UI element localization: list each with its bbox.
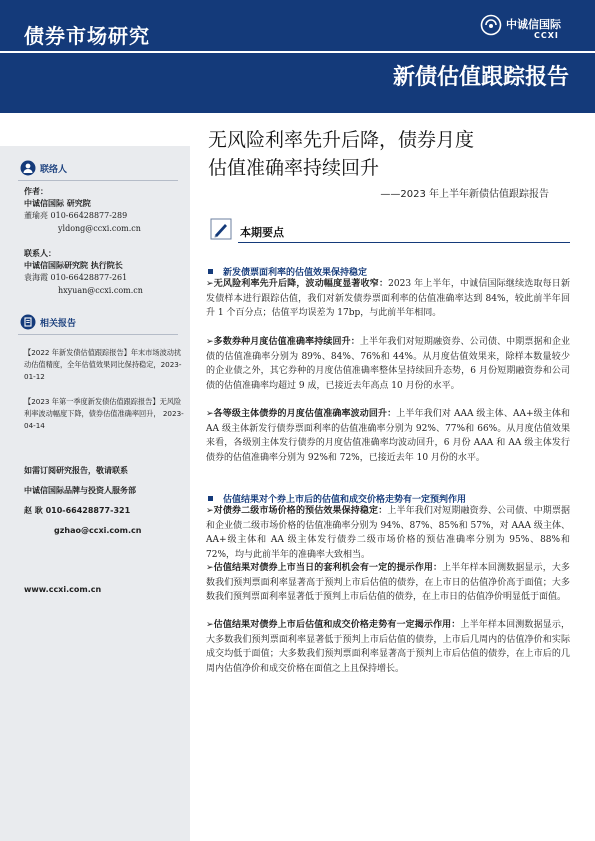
key-point-bold: 多数券种月度估值准确率持续回升： <box>213 337 360 347</box>
key-point-bold: 估值结果对债券上市后估值和成交价格走势有一定揭示作用： <box>213 620 461 630</box>
key-point-text: 2023 年上半年，中诚信国际继续选取每日新发债样本进行跟踪估值，我们对新发债券票面利率的估值准确率达到 84%，较此前半年回升 1 个百分点；估值平均误差为 17bp，与此前半年相同。 <box>206 279 570 318</box>
heading-text: 估值结果对个券上市后的估值和成交价格走势有一定预判作用 <box>223 495 467 505</box>
key-point-bold: 估值结果对债券上市当日的套利机会有一定的提示作用： <box>213 563 443 573</box>
report-title <box>208 126 474 182</box>
service-email[interactable]: gzhao@ccxi.com.cn <box>54 526 142 535</box>
key-point-paragraph <box>206 504 570 562</box>
page-header <box>0 0 595 113</box>
sidebar-divider <box>18 180 178 181</box>
key-point-paragraph <box>206 561 570 605</box>
authors-label: 作者： <box>24 187 48 196</box>
key-point-text: 上半年我们对短期融资券、公司债、中期票据和企业债的估值准确率分别为 89%、84%、76%和 44%。从月度估值效果来，除样本数量较少的企业债之外，其它券种的月度估值准确率整体呈持续回升态势，6 月份短期融资券和公司债的估值准确率均超过 9 成，已接近去年高点 10 月份的水平。 <box>206 337 570 391</box>
key-point-paragraph <box>206 335 570 393</box>
subscribe-line: 如需订阅研究报告，敬请联系 <box>24 466 128 475</box>
bullet-square-icon <box>208 496 213 501</box>
sidebar-divider <box>18 334 178 335</box>
key-point-text: 上半年我们对 AAA 级主体、AA+级主体和 AA 级主体新发行债券票面利率的估值准确率分别为 92%、77%和 66%。从月度估值效果来看，各级别主体发行债券的月度估值准确率均波动回升，6 月份 AAA 和 AA 级主体发行债券的估值准确率分别为 92%和 72%，已接近去年 10 月份的水平。 <box>206 409 570 463</box>
key-point-paragraph <box>206 618 570 676</box>
research-category: 债券市场研究 <box>24 24 150 48</box>
heading-text: 新发债票面利率的估值效果保持稳定 <box>223 268 368 278</box>
title-line-2: 估值准确率持续回升 <box>208 157 380 179</box>
author-name-phone: 董瑜亮 010-66428877-289 <box>24 211 128 220</box>
section-rule <box>238 242 570 243</box>
contact-name-phone: 袁海霞 010-66428877-261 <box>24 273 128 282</box>
contact-org: 中诚信国际研究院 执行院长 <box>24 261 123 270</box>
key-point-text: 上半年我们对短期融资券、公司债、中期票据和企业债二级市场价格的估值准确率分别为 94%、87%、85%和 57%，对 AAA 级主体、AA+级主体和 AA 级主体发行债券二级市场价格的预估准确率分别为 95%、88%和 72%，均与此前半年的准确率大致相当。 <box>206 506 570 560</box>
contact-person-icon <box>20 160 36 176</box>
key-point-bold: 无风险利率先升后降，波动幅度显著收窄： <box>213 279 389 289</box>
key-point-text: 上半年样本回测数据显示，大多数我们预判票面利率显著低于预判上市后估值的债券，上市后几周内的估值净价和实际成交均低于面值；大多数我们预判票面利率显著高于预判上市后估值的债券，在上市后的几周内估值净价和成交价格在面值之上且保持增长。 <box>206 620 570 674</box>
related-reports-header <box>20 312 76 332</box>
key-point-text: 上半年样本回测数据显示，大多数我们预判票面利率显著高于预判上市后估值的债券，在上市日的估值净价高于面值；大多数我们预判票面利率显著低于预判上市后估值的债券，在上市日的估值净价明显低于面值。 <box>206 563 570 602</box>
arrow-bullet-icon: ➢ <box>206 279 214 289</box>
sidebar <box>0 146 190 841</box>
summary-label: 本期要点 <box>240 226 284 239</box>
logo-mark-icon <box>480 14 502 36</box>
header-divider <box>0 51 595 53</box>
logo-abbr: CCXI <box>534 31 559 40</box>
title-line-1: 无风险利率先升后降，债券月度 <box>208 129 475 151</box>
related-report-link[interactable]: 【2022 年新发债估值跟踪报告】年末市场波动扰动估值精度，全年估值效果同比保持稳定，2023-01-12 <box>24 348 182 381</box>
logo-name: 中诚信国际 <box>506 18 561 31</box>
arrow-bullet-icon: ➢ <box>206 337 214 347</box>
arrow-bullet-icon: ➢ <box>206 563 214 573</box>
website-link[interactable]: www.ccxi.com.cn <box>24 585 102 594</box>
key-point-paragraph <box>206 277 570 321</box>
arrow-bullet-icon: ➢ <box>206 620 214 630</box>
related-reports-label: 相关报告 <box>40 318 77 329</box>
bullet-square-icon <box>208 269 213 274</box>
authors-org: 中诚信国际 研究院 <box>24 199 91 208</box>
key-point-paragraph <box>206 407 570 465</box>
contacts-header <box>20 158 67 178</box>
report-type-title: 新债估值跟踪报告 <box>392 65 569 90</box>
company-logo <box>462 12 582 42</box>
document-icon <box>20 314 36 330</box>
contact-label: 联系人： <box>24 249 56 258</box>
key-point-bold: 对债券二级市场价格的预估效果保持稳定： <box>213 506 388 516</box>
contact-email[interactable]: hxyuan@ccxi.com.cn <box>58 286 143 295</box>
related-report-link[interactable]: 【2023 年第一季度新发债估值跟踪报告】无风险利率波动幅度下降，债券估值准确率回升， 2023-04-14 <box>24 397 184 430</box>
key-point-bold: 各等级主体债券的月度估值准确率波动回升： <box>213 409 397 419</box>
author-email[interactable]: yldong@ccxi.com.cn <box>58 224 141 233</box>
service-phone: 赵 耿 010-66428877-321 <box>24 506 131 515</box>
summary-section-header <box>208 215 570 245</box>
pen-note-icon <box>210 218 232 240</box>
service-dept: 中诚信国际品牌与投资人服务部 <box>24 486 136 495</box>
contacts-label: 联络人 <box>40 164 68 175</box>
arrow-bullet-icon: ➢ <box>206 506 214 516</box>
arrow-bullet-icon: ➢ <box>206 409 214 419</box>
report-subtitle: ——2023 年上半年新债估值跟踪报告 <box>380 189 549 200</box>
